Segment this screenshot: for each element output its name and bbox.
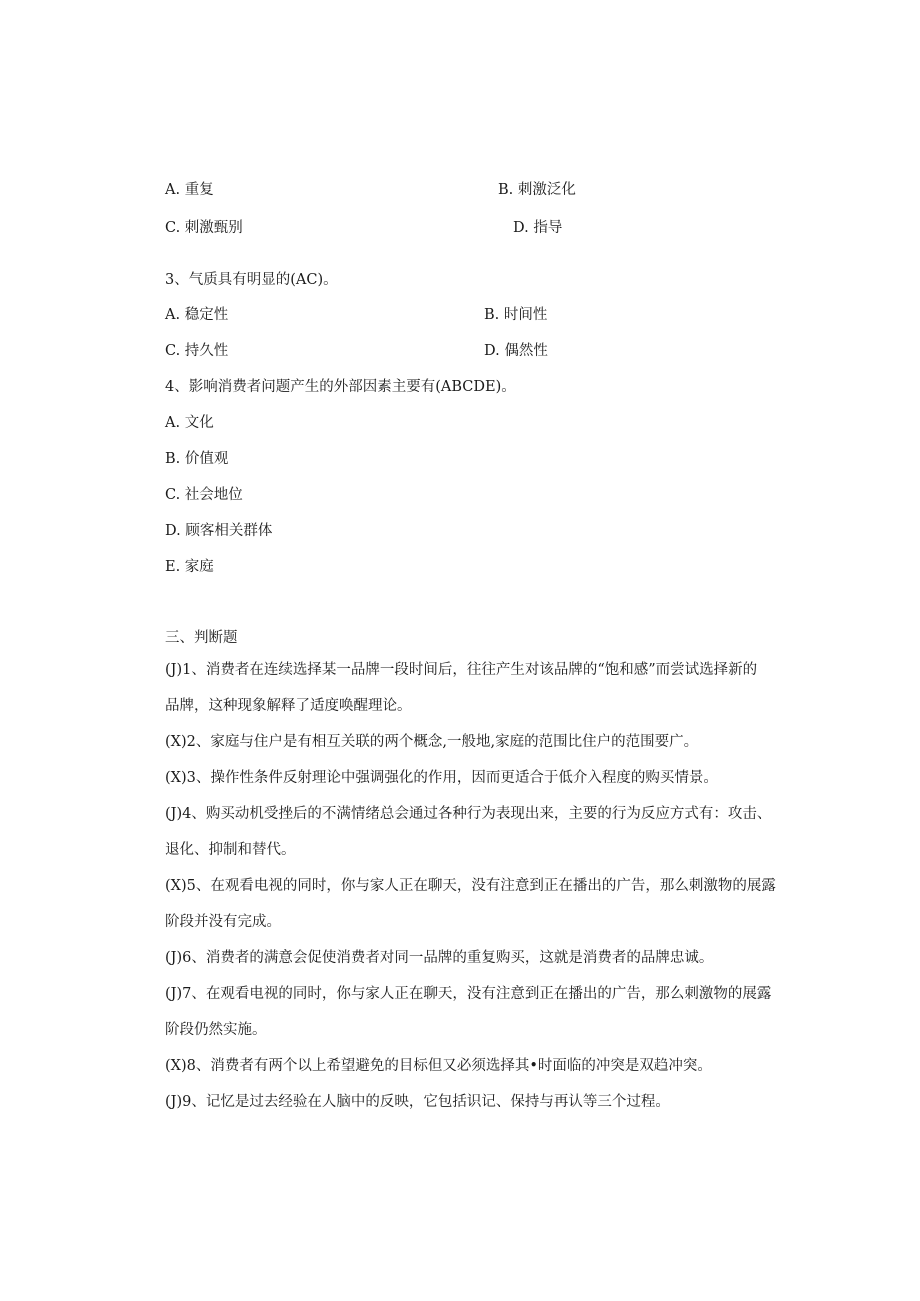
tf-item-4-line-2: 退化、抑制和替代。	[165, 842, 296, 858]
q3-stem: 3、气质具有明显的(AC)。	[165, 272, 338, 288]
tf-item-7-line-2: 阶段仍然实施。	[165, 1022, 267, 1038]
tf-item-5-line-2: 阶段并没有完成。	[165, 914, 281, 930]
q2-options-row-1	[165, 180, 845, 200]
q2-option-c: C. 刺激甄别	[165, 220, 243, 236]
tf-item-8-line-1: (X)8、消费者有两个以上希望避免的目标但又必须选择其•时面临的冲突是双趋冲突。	[165, 1058, 712, 1074]
q3-option-a: A. 稳定性	[165, 307, 229, 323]
tf-item-9-line-1: (J)9、记忆是过去经验在人脑中的反映，它包括识记、保持与再认等三个过程。	[165, 1094, 670, 1110]
q2-option-a: A. 重复	[165, 182, 214, 198]
q3-option-d: D. 偶然性	[484, 343, 548, 359]
tf-item-5	[165, 868, 830, 940]
tf-item-1	[165, 652, 830, 724]
tf-item-4-line-1: (J)4、购买动机受挫后的不满情绪总会通过各种行为表现出来，主要的行为反应方式有：攻击、	[165, 806, 772, 822]
tf-item-9	[165, 1084, 830, 1120]
tf-item-7-line-1: (J)7、在观看电视的同时，你与家人正在聊天，没有注意到正在播出的广告，那么刺激物的展露	[165, 986, 772, 1002]
q3-options-row-1	[165, 305, 845, 325]
q3-options-row-2	[165, 341, 845, 361]
q4-option-b: B. 价值观	[165, 451, 229, 467]
q3-option-c: C. 持久性	[165, 343, 229, 359]
q4-option-d: D. 顾客相关群体	[165, 523, 273, 539]
q2-option-d: D. 指导	[513, 220, 563, 236]
q4-option-a: A. 文化	[165, 415, 214, 431]
tf-item-6	[165, 940, 830, 976]
section3-title: 三、判断题	[165, 630, 238, 646]
tf-item-4	[165, 796, 830, 868]
tf-item-2-line-1: (X)2、家庭与住户是有相互关联的两个概念,一般地,家庭的范围比住户的范围要广。	[165, 734, 699, 750]
tf-item-3-line-1: (X)3、操作性条件反射理论中强调强化的作用，因而更适合于低介入程度的购买情景。	[165, 770, 718, 786]
tf-item-7	[165, 976, 830, 1048]
q2-options-row-2	[165, 218, 845, 238]
tf-item-8	[165, 1048, 830, 1084]
tf-item-3	[165, 760, 830, 796]
tf-item-1-line-2: 品牌，这种现象解释了适度唤醒理论。	[165, 698, 412, 714]
tf-item-6-line-1: (J)6、消费者的满意会促使消费者对同一品牌的重复购买，这就是消费者的品牌忠诚。	[165, 950, 714, 966]
tf-item-1-line-1: (J)1、消费者在连续选择某一品牌一段时间后，往往产生对该品牌的“饱和感”而尝试选择新的	[165, 662, 758, 678]
q3-option-b: B. 时间性	[484, 307, 548, 323]
tf-item-5-line-1: (X)5、在观看电视的同时，你与家人正在聊天，没有注意到正在播出的广告，那么刺激物的展露	[165, 878, 776, 894]
q4-option-e: E. 家庭	[165, 559, 214, 575]
q2-option-b: B. 刺激泛化	[498, 182, 576, 198]
tf-item-2	[165, 724, 830, 760]
q4-stem: 4、影响消费者问题产生的外部因素主要有(ABCDE)。	[165, 379, 516, 395]
q4-option-c: C. 社会地位	[165, 487, 243, 503]
